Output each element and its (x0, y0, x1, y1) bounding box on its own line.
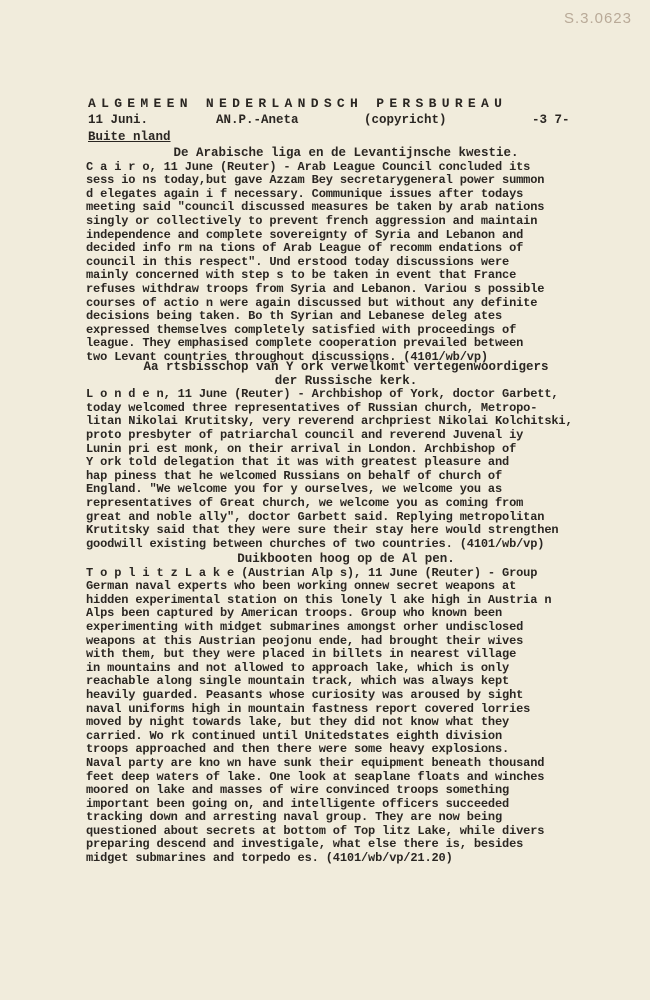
article-heading: Aa rtsbisschop van Y ork verwelkomt vertegenwoordigers der Russische kerk. (143, 360, 549, 388)
article-archbishop-york (86, 361, 606, 551)
page-number: -3 7- (532, 113, 570, 127)
agency-name: ALGEMEEN NEDERLANDSCH PERSBUREAU (88, 96, 508, 111)
source-line: AN.P.-Aneta (216, 113, 299, 127)
issue-date: 11 Juni. (88, 113, 149, 127)
article-heading: Duikbooten hoog op de Al pen. (237, 552, 455, 566)
article-heading: De Arabische liga en de Levantijnsche kwestie. (173, 146, 519, 160)
section-rubric: Buite nland (88, 130, 171, 144)
article-text: T o p l i t z L a k e (Austrian Alp s), 11 June (Reuter) - Group German naval experts who been working onnew secret weapons at hidden experimental station on this lonely l ake high in Austria n Alps been captured by American troops. Group who known been experimenting with midget submarines amongst orher undisclosed weapons at this Austrian peojonu ende, had brought their wives with them, but they were placed in billets in nearest village in mountains and not allowed to approach lake, which is only reachable along single mountain track, which was always kept heavily guarded. Peasants whose curiosity was aroused by sight naval uniforms high in mountain fastness report covered lorries moved by night towards lake, but they did not know what they carried. Wo rk continued until Unitedstates eighth division troops approached and then there were some heavy explosions. Naval party are kno wn have sunk their equipment beneath thousand feet deep waters of lake. One look at seaplane floats and winches moored on lake and masses of wire convinced troops something important been going on, and intelligente officers succeeded tracking down and arresting naval group. They are now being questioned about secrets at bottom of Top litz Lake, while divers preparing descend and investigale, what else there is, besides midget submarines and torpedo es. (4101/wb/vp/21.20) (86, 565, 552, 866)
letterhead (88, 96, 588, 128)
archive-mark: S.3.0623 (563, 10, 632, 27)
article-text: L o n d e n, 11 June (Reuter) - Archbishop of York, doctor Garbett, today welcomed three representatives of Russian church, Metropo- litan Nikolai Krutitsky, very reverend archpriest Nikolai Kolchitski, proto presbyter of patriarchal council and reverend Juvenal iy Lunin pri est monk, on their arrival in London. Archbishop of Y ork told delegation that it was with greatest pleasure and hap piness that he welcomed Russians on behalf of church of England. "We welcome you for y ourselves, we welcome you as representatives of Great church, we welcome you as coming from great and noble ally", doctor Garbett said. Replying metropolitan Krutitsky said that they were sure their stay here would strengthen goodwill existing between churches of two countries. (4101/wb/vp) (86, 387, 573, 551)
article-toplitz-lake (86, 553, 606, 866)
copyright-note: (copyricht) (364, 113, 447, 127)
article-arab-league (86, 147, 606, 365)
article-text: C a i r o, 11 June (Reuter) - Arab League Council concluded its sess io ns today,but gave Azzam Bey secretarygeneral power summon d elegates again i f necessary. Communique issues after todays meeting said "council discussed measures be taken by arab nations singly or collectively to prevent french aggression and maintain independence and complete sovereignty of Syria and Lebanon and decided info rm na tions of Arab League of recomm endations of council in this respect". Und erstood today discussions were mainly concerned with step s to be taken in event that France refuses withdraw troops from Syria and Lebanon. Variou s possible courses of actio n were again discussed but without any definite decisions being taken. Bo th Syrian and Lebanese deleg ates expressed themselves completely satisfied with proceedings of league. They emphasised complete cooperation prevailed between two Levant countries throughout discussions. (4101/wb/vp) (86, 159, 545, 364)
header-subline (88, 112, 588, 128)
